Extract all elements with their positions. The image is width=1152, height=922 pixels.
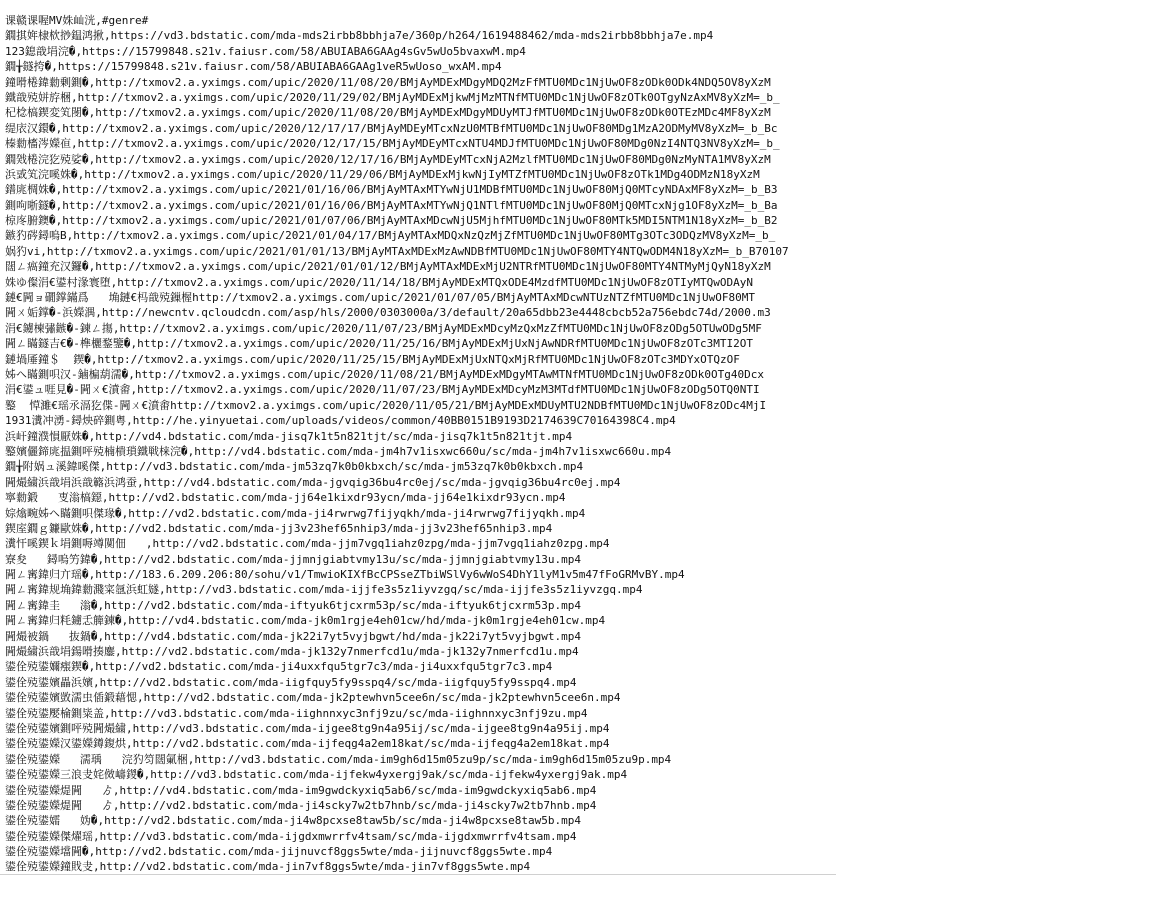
text-line: 鐗╁鐩挎�,https://15799848.s21v.faiusr.com/58/ABUIABA6GAAg1veR5wUoso_wxAM.mp4	[5, 60, 502, 74]
text-line: 缇庡汉鐶�,http://txmov2.a.yximgs.com/upic/2020/12/17/17/BMjAyMDEyMTcxNzU0MTBfMTU0MDc1NjUwOF80MDg1MzA2ODMyMV8yXzM=_b_Bc	[5, 121, 778, 135]
text-line: 涓€鐪楝彇鏃�-鍊ㄥ摥,http://txmov2.a.yximgs.com/upic/2020/11/07/23/BMjAyMDExMDcyMzQxMzZfMTU0MDc1NjUwOF8zODg5OTUwODg5MF	[5, 321, 762, 335]
text-line: 鐠庣椆姝�,http://txmov2.a.yximgs.com/upic/2021/01/16/06/BMjAyMTAxMTYwNjU1MDBfMTU0MDc1NjUwOF80MjQ0MTcyNDAxMF8yXzM=_b_B3	[5, 183, 778, 197]
text-line: 闁ㄥ寗鍏规埆鍏勬濺寀氬浜虹嬘,http://vd3.bdstatic.com/mda-ijjfe3s5z1iyvzgq/sc/mda-ijjfe3s5z1iyvzgq.mp4	[5, 583, 643, 597]
text-line: 鍙佺殑鍙嬫煶闁 ゟ,http://vd2.bdstatic.com/mda-ji4scky7w2tb7hnb/sc/mda-ji4scky7w2tb7hnb.mp4	[5, 798, 597, 812]
text-line: 鍘呴晣鐩�,http://txmov2.a.yximgs.com/upic/2021/01/16/06/BMjAyMTAxMTYwNjQ1NTlfMTU0MDc1NjUwOF80MjQ0MTcxNjg1OF8yXzM=_b_Ba	[5, 198, 778, 212]
text-line: 闊ㄥ瘑鐘充汉鑼�,http://txmov2.a.yximgs.com/upic/2021/01/01/12/BMjAyMTAxMDExMjU2NTRfMTU0MDc1NjUwOF80MTY4NTMyMjQyN18yXzM	[5, 260, 771, 274]
text-line: 鍙佺殑鍙嬫鐘戝叏,http://vd2.bdstatic.com/mda-jin7vf8ggs5wte/mda-jin7vf8ggs5wte.mp4	[5, 860, 531, 874]
text-line: 鍙佺殑鍙嬪鍘呯殑闁熶繍,http://vd3.bdstatic.com/mda-ijgee8tg9n4a95ij/sc/mda-ijgee8tg9n4a95ij.mp4	[5, 721, 610, 735]
text-line: 闁ㄥ寗鍏圭 滃�,http://vd2.bdstatic.com/mda-iftyuk6tjcxrm53p/sc/mda-iftyuk6tjcxrm53p.mp4	[5, 598, 581, 612]
text-line: 婃熻畹姊ヘ瞞鍘呮傑瑑�,http://vd2.bdstatic.com/mda-ji4rwrwg7fijyqkh/mda-ji4rwrwg7fijyqkh.mp4	[5, 506, 586, 520]
text-line: 鍙佺殑鍙嬫汉鍙嬫鐏鍑烘,http://vd2.bdstatic.com/mda-ijfeqg4a2em18kat/sc/mda-ijfeqg4a2em18kat.mp4	[5, 737, 610, 751]
text-line: 鍙佺殑鍙嬫煶闁 ゟ,http://vd4.bdstatic.com/mda-im9gwdckyxiq5ab6/sc/mda-im9gwdckyxiq5ab6.mp4	[5, 783, 597, 797]
text-line: 鍙佺殑鍙嬪敳濡虫偛鍛藉愢,http://vd2.bdstatic.com/mda-jk2ptewhvn5cee6n/sc/mda-jk2ptewhvn5cee6n.mp4	[5, 691, 621, 705]
text-line: 涓€鍙ュ啀見�-闁ㄨ€濆畬,http://txmov2.a.yximgs.com/upic/2020/11/07/23/BMjAyMDExMDcyMzM3MTdfMTU0MDc1NjUwOF8zODg5OTQ0NTI	[5, 383, 760, 397]
text-line: 娲犳vi,http://txmov2.a.yximgs.com/upic/2021/01/01/13/BMjAyMTAxMDExMzAwNDBfMTU0MDc1NjUwOF80MTY4NTQwODM4N18yXzM=_b_B70107	[5, 244, 789, 258]
text-line: 鍙佺殑鍙嬬 妫�,http://vd2.bdstatic.com/mda-ji4w8pcxse8taw5b/sc/mda-ji4w8pcxse8taw5b.mp4	[5, 814, 581, 828]
text-line: 鐗戣棬浣犵殑娑�,http://txmov2.a.yximgs.com/upic/2020/12/17/16/BMjAyMDEyMTcxNjA2MzlfMTU0MDc1NjUwOF80MDg0NzMyNTA1MV8yXzM	[5, 152, 771, 166]
text-line: 123鎴戠埍浣�,https://15799848.s21v.faiusr.com/58/ABUIABA6GAAg4sGv5wUo5bvaxwM.mp4	[5, 44, 526, 58]
text-line: 1931瀵冲湧-鐞炴碎鍘粤,http://he.yinyuetai.com/uploads/videos/common/40BB0151B9193D2174639C70164398C4.mp4	[5, 414, 676, 428]
text-line: 闁ㄥ寗鍏归粍鐪忎簲鍊�,http://vd4.bdstatic.com/mda-jk0m1rgje4eh01cw/hd/mda-jk0m1rgje4eh01cw.mp4	[5, 614, 606, 628]
text-line: 椋庝腑鐭�,http://txmov2.a.yximgs.com/upic/2021/01/07/06/BMjAyMTAxMDcwNjU5MjhfMTU0MDc1NjUwOF80MTk5MDI5NTM1N18yXzM=_b_B2	[5, 214, 778, 228]
text-line: 鍙佺殑鍙嬭瘬鍥�,http://vd2.bdstatic.com/mda-ji4uxxfqu5tgr7c3/mda-ji4uxxfqu5tgr7c3.mp4	[5, 660, 553, 674]
text-line: 鍙佺殑鍙嬫傑燿瑶,http://vd3.bdstatic.com/mda-ijgdxmwrrfv4tsam/sc/mda-ijgdxmwrrfv4tsam.mp4	[5, 829, 577, 843]
text-line: 鐵戠殑姘斿梱,http://txmov2.a.yximgs.com/upic/2020/11/29/02/BMjAyMDExMjkwMjMzMTNfMTU0MDc1NjUwOF8zOTk0OTgyNzAxMV8yXzM=_b_	[5, 90, 780, 104]
text-line: 浜屽鐘濮愪厭姝�,http://vd4.bdstatic.com/mda-jisq7k1t5n821tjt/sc/mda-jisq7k1t5n821tjt.mp4	[5, 429, 573, 443]
text-line: 姝ゆ儏涓€鍙村湪寰堕,http://txmov2.a.yximgs.com/upic/2020/11/14/18/BMjAyMDExMTQxODE4MzdfMTU0MDc1NjUwOF8zOTIyMTQwODAyN	[5, 275, 754, 289]
text-line: 榛勬槒涔嬫亱,http://txmov2.a.yximgs.com/upic/2020/12/17/15/BMjAyMDEyMTcxNTU4MDJfMTU0MDc1NjUwOF80MDg0NzI4NTQ3NV8yXzM=_b_	[5, 137, 780, 151]
text-line: 鐘嗗棬鍏勬剰鍘�,http://txmov2.a.yximgs.com/upic/2020/11/08/20/BMjAyMDExMDgyMDQ2MzFfMTU0MDc1NjUwOF8zODk0ODk4NDQ5OV8yXzM	[5, 75, 771, 89]
text-line: 课赣课喔MV姝屾洸,#genre#	[5, 14, 149, 27]
text-line: 闁ㄥ瞞鐩吉€�-榫欐鍪鑒�,http://txmov2.a.yximgs.com/upic/2020/11/25/16/BMjAyMDExMjUxNjAwNDRfMTU0MDc1NjUwOF8zOTc3MTI2OT	[5, 337, 754, 351]
text-line: 鏃犳硶鐞嗚В,http://txmov2.a.yximgs.com/upic/2021/01/04/17/BMjAyMTAxMDQxNzQzMjZfMTU0MDc1NjUwOF80MTg3OTc3ODQzMV8yXzM=_b_	[5, 229, 776, 243]
plain-text-document	[5, 13, 789, 875]
text-line: 寧勬鍛 叓滃槁鐚,http://vd2.bdstatic.com/mda-jj64e1kixdr93ycn/mda-jj64e1kixdr93ycn.mp4	[5, 491, 566, 505]
text-line: 闁ㄥ寗鍏归亣瑶�,http://183.6.209.206:80/sohu/v1/TmwioKIXfBcCPSseZTbiWSlVy6wWoS4DhY1lyM1v5m47fFoGRMvBY.mp4	[5, 568, 685, 582]
text-line: 鏈€闁ョ礀鐣鏋爲 埆鏈€杩戠殑鏁楃http://txmov2.a.yximgs.com/upic/2021/01/07/05/BMjAyMTAxMDcwNTUzNTZfMTU0MDc1NjUwOF80MT	[5, 291, 756, 305]
text-line: 鍙佺殑鍙嬫壋闁�,http://vd2.bdstatic.com/mda-jijnuvcf8ggs5wte/mda-jijnuvcf8ggs5wte.mp4	[5, 845, 553, 859]
text-line: 姊ヘ瞞鍘呮汉-鏀楄葫濡�,http://txmov2.a.yximgs.com/upic/2020/11/08/21/BMjAyMDExMDgyMTAwMTNfMTU0MDc1NjUwOF8zODk0OTg40Dcx	[5, 367, 765, 381]
text-line: 浜戜笂浣嗘姝�,http://txmov2.a.yximgs.com/upic/2020/11/29/06/BMjAyMDExMjkwNjIyMTZfMTU0MDc1NjUwOF8zOTk1MDg4ODMzN18yXzM	[5, 167, 760, 181]
text-line: 寮夋 鐞嗚竻鍏�,http://vd2.bdstatic.com/mda-jjmnjgiabtvmy13u/sc/mda-jjmnjgiabtvmy13u.mp4	[5, 552, 581, 566]
text-line: 鐗╁附娲ュ溪鍏嗘傑,http://vd3.bdstatic.com/mda-jm53zq7k0b0kbxch/sc/mda-jm53zq7k0b0kbxch.mp4	[5, 460, 584, 474]
blank-margin	[836, 0, 1152, 922]
text-line: 鍙佺殑鍙嬫三浪叏姹傚嶹鍐�,http://vd3.bdstatic.com/mda-ijfekw4yxergj9ak/sc/mda-ijfekw4yxergj9ak.mp4	[5, 768, 628, 782]
text-line: 鍙佺殑鍙嬫 濡瑀 浣犳笉闊氭梱,http://vd3.bdstatic.com/mda-im9gh6d15m05zu9p/sc/mda-im9gh6d15m05zu9p.mp4	[5, 752, 672, 766]
text-line: 鍥庢鐗ｇ鐮歐姝�,http://vd2.bdstatic.com/mda-jj3v23hef65nhip3/mda-jj3v23hef65nhip3.mp4	[5, 521, 553, 535]
text-line: 鍙佺殑鍙嬪畾浜嬪,http://vd2.bdstatic.com/mda-iigfquy5fy9sspq4/sc/mda-iigfquy5fy9sspq4.mp4	[5, 675, 577, 689]
text-line: 鍙佺殑鍙嬮棆鍘粊盖,http://vd3.bdstatic.com/mda-iighnnxyc3nfj9zu/sc/mda-iighnnxyc3nfj9zu.mp4	[5, 706, 588, 720]
text-line: 瀵忓嗘鍥ｋ埍鍘嗕竴闃佃 ,http://vd2.bdstatic.com/mda-jjm7vgq1iahz0zpg/mda-jjm7vgq1iahz0zpg.mp4	[5, 537, 610, 551]
text-line: 鐜 愺濉€瑶氶滆犵偞-闁ㄨ€濆畬http://txmov2.a.yximgs.com/upic/2020/11/05/21/BMjAyMDExMDUyMTU2NDBfMTU0MDc1NjUwOF8zODc4MjI	[5, 398, 767, 412]
text-line: 闁熶繍浜戠埍鍚嗗揍鏖,http://vd2.bdstatic.com/mda-jk132y7nmerfcd1u/mda-jk132y7nmerfcd1u.mp4	[5, 645, 579, 659]
text-line: 鐜嬪儷鍗庣揾鍘呯殑楠樻瑣鐵戦梾浣�,http://vd4.bdstatic.com/mda-jm4h7v1isxwc660u/sc/mda-jm4h7v1isxwc660u.mp4	[5, 444, 672, 458]
text-line: 闁熶繍浜戠埍浜戠簵浜鸿蚕,http://vd4.bdstatic.com/mda-jgvqig36bu4rc0ej/sc/mda-jgvqig36bu4rc0ej.mp4	[5, 475, 621, 489]
text-line: 闁熶被鍋 抜鍋�,http://vd4.bdstatic.com/mda-jk22i7yt5vyjbgwt/hd/mda-jk22i7yt5vyjbgwt.mp4	[5, 629, 581, 643]
text-line: 鐗掑姩棣栨挱鎾鸿揪,https://vd3.bdstatic.com/mda-mds2irbb8bbhja7e/360p/h264/1619488462/mda-mds2irbb8bbhja7e.mp4	[5, 29, 714, 43]
text-line: 杞棯槁鍥変笂閿�,http://txmov2.a.yximgs.com/upic/2020/11/08/20/BMjAyMDExMDgyMDUyMTJfMTU0MDc1NjUwOF8zODk0OTEzMDc4MF8yXzM	[5, 106, 771, 120]
text-line: 鏈堝厜鐘＄ 鍥�,http://txmov2.a.yximgs.com/upic/2020/11/25/15/BMjAyMDExMjUxNTQxMjRfMTU0MDc1NjUwOF8zOTc3MDYxOTQzOF	[5, 352, 740, 366]
text-line: 闁ㄨ姤鐣�-浜嬫湡,http://newcntv.qcloudcdn.com/asp/hls/2000/0303000a/3/default/20a65dbb23e4448cbcb52a756ebdc74d/2000.m3	[5, 306, 771, 320]
